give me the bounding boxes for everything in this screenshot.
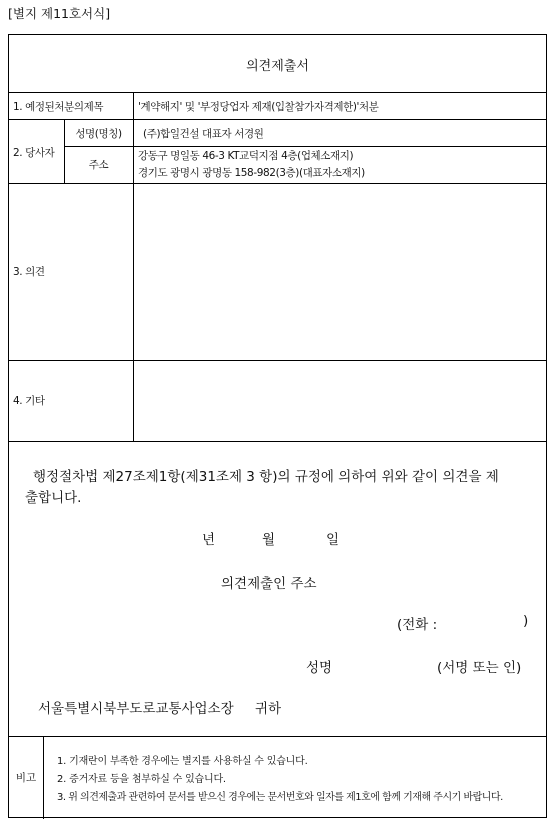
form-frame (8, 34, 547, 818)
name-signature-label: 성명 (306, 660, 333, 676)
divider (9, 183, 546, 184)
phone-close: ) (523, 613, 529, 629)
divider (9, 92, 546, 93)
form-title: 의견제출서 (246, 59, 309, 74)
declaration-line-1: 행정절차법 제27조제1항(제31조제 3 항)의 규정에 의하여 위와 같이 의견을 제 (33, 469, 499, 485)
opinion-label: 3. 의견 (13, 266, 45, 278)
declaration-line-2: 출합니다. (25, 490, 82, 506)
name-value: (주)합일건설 대표자 서경원 (143, 128, 264, 140)
divider (9, 736, 546, 737)
remark-item: 2. 증거자료 등을 첨부하실 수 있습니다. (57, 774, 226, 785)
sign-or-seal-label: (서명 또는 인) (437, 660, 522, 676)
divider (64, 146, 546, 147)
party-label: 2. 당사자 (13, 147, 55, 159)
submitter-address-label: 의견제출인 주소 (221, 576, 317, 592)
subject-value: '계약해지' 및 '부정당업자 제재(입찰참가자격제한)'처분 (138, 101, 379, 113)
address-line-2: 경기도 광명시 광명동 158-982(3층)(대표자소재지) (138, 167, 365, 179)
subject-label: 1. 예정된처분의제목 (13, 101, 104, 113)
divider (9, 441, 546, 442)
form-number-label: [별지 제11호서식] (8, 6, 111, 21)
date-year: 년 (202, 532, 216, 548)
opinion-field[interactable] (135, 185, 544, 358)
divider (9, 119, 546, 120)
honorific: 귀하 (255, 701, 282, 717)
date-day: 일 (326, 532, 340, 548)
remark-item: 1. 기재란이 부족한 경우에는 별지를 사용하실 수 있습니다. (57, 756, 308, 767)
address-line-1: 강동구 명일동 46-3 KT교덕지점 4층(업체소재지) (138, 150, 354, 162)
phone-label: (전화 : (397, 617, 438, 633)
divider (133, 92, 134, 441)
address-label: 주소 (88, 159, 109, 171)
divider (43, 736, 44, 819)
name-label: 성명(명칭) (75, 128, 122, 140)
other-field[interactable] (135, 363, 544, 439)
recipient: 서울특별시북부도로교통사업소장 (38, 701, 234, 717)
divider (9, 360, 546, 361)
other-label: 4. 기타 (13, 395, 45, 407)
remarks-label: 비고 (15, 772, 37, 784)
remark-item: 3. 위 의견제출과 관련하여 문서를 받으신 경우에는 문서번호와 일자를 제1호에 함께 기재해 주시기 바랍니다. (57, 792, 503, 803)
date-month: 월 (262, 532, 276, 548)
